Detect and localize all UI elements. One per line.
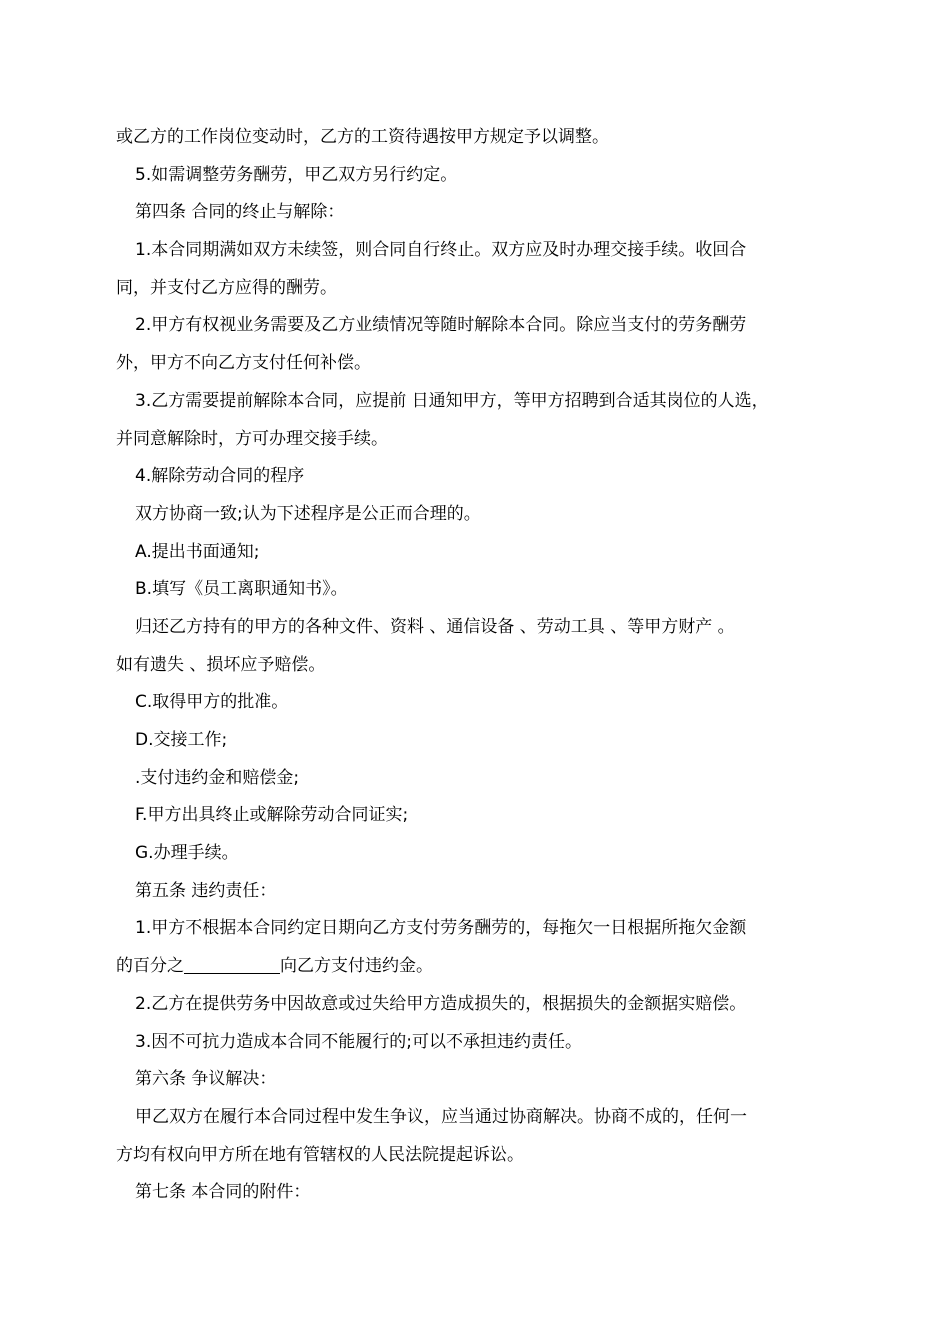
section-heading: 第五条 违约责任： — [135, 880, 277, 901]
section-heading: 第七条 本合同的附件： — [135, 1182, 311, 1203]
text-line: 4.解除劳动合同的程序 — [135, 466, 305, 487]
text-line: 同，并支付乙方应得的酬劳。 — [116, 277, 337, 298]
section-heading: 第四条 合同的终止与解除： — [135, 202, 345, 223]
text-line: 2.乙方在提供劳务中因故意或过失给甲方造成损失的，根据损失的金额据实赔偿。 — [135, 993, 747, 1014]
text-line: G.办理手续。 — [135, 843, 239, 864]
text-line: 并同意解除时，方可办理交接手续。 — [116, 428, 388, 449]
text-line: D.交接工作; — [135, 730, 228, 750]
text-line: 1.甲方不根据本合同约定日期向乙方支付劳务酬劳的，每拖欠一日根据所拖欠金额 — [135, 918, 747, 939]
text-line: 3.因不可抗力造成本合同不能履行的;可以不承担违约责任。 — [135, 1031, 582, 1052]
text-line: 如有遗失 、损坏应予赔偿。 — [116, 654, 326, 675]
text-fragment: 向乙方支付违约金。 — [280, 956, 433, 977]
text-line: 甲乙双方在履行本合同过程中发生争议，应当通过协商解决。协商不成的，任何一 — [135, 1106, 747, 1127]
text-line: 1.本合同期满如双方未续签，则合同自行终止。双方应及时办理交接手续。收回合 — [135, 240, 747, 261]
text-line: 归还乙方持有的甲方的各种文件、资料 、通信设备 、劳动工具 、等甲方财产 。 — [135, 616, 735, 637]
text-line: F.甲方出具终止或解除劳动合同证实; — [135, 805, 409, 826]
text-line: 3.乙方需要提前解除本合同，应提前 日通知甲方，等甲方招聘到合适其岗位的人选， — [135, 390, 769, 411]
text-line-with-blank — [116, 948, 836, 986]
section-heading: 第六条 争议解决： — [135, 1069, 277, 1090]
text-line: A.提出书面通知; — [135, 541, 260, 562]
text-line: 或乙方的工作岗位变动时，乙方的工资待遇按甲方规定予以调整。 — [116, 127, 609, 147]
text-line: 2.甲方有权视业务需要及乙方业绩情况等随时解除本合同。除应当支付的劳务酬劳 — [135, 315, 747, 336]
document-body — [116, 119, 836, 1212]
text-line: B.填写《员工离职通知书》。 — [135, 579, 348, 600]
text-line: 外，甲方不向乙方支付任何补偿。 — [116, 353, 371, 374]
text-line: 5.如需调整劳务酬劳，甲乙双方另行约定。 — [135, 164, 458, 185]
text-fragment: 的百分之 — [116, 956, 184, 977]
fill-in-blank — [184, 955, 280, 974]
text-line: 方均有权向甲方所在地有管辖权的人民法院提起诉讼。 — [116, 1144, 524, 1165]
text-line: C.取得甲方的批准。 — [135, 692, 289, 713]
text-line: .支付违约金和赔偿金; — [135, 767, 300, 788]
text-line: 双方协商一致;认为下述程序是公正而合理的。 — [135, 503, 481, 524]
